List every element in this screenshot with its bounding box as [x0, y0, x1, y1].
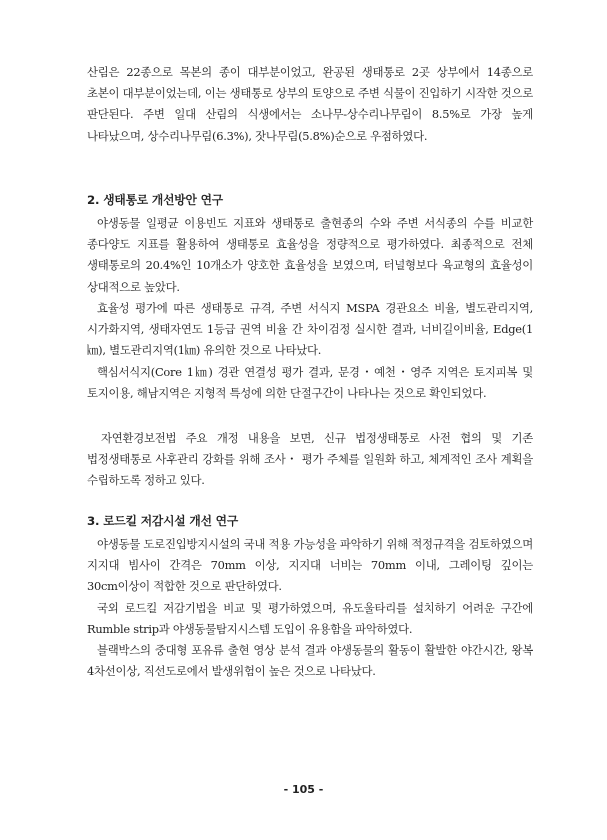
paragraph-blackbox-analysis: 블랙박스의 중대형 포유류 출현 영상 분석 결과 야생동물의 활동이 활발한 야간시간, 왕복 4차선이상, 직선도로에서 발생위험이 높은 것으로 나타났다.: [87, 643, 533, 679]
page-number: - 105 -: [283, 783, 324, 796]
paragraph-nature-conservation-act: 자연환경보전법 주요 개정 내용을 보면, 신규 법정생태통로 사전 협의 및 기존 법정생태통로 사후관리 강화를 위해 조사・ 평가 주체를 일원화 하고, 체계적인 조사 계획을 수립하도록 정하고 있다.: [87, 431, 533, 488]
section-heading-ecological-corridor: 2. 생태통로 개선방안 연구: [87, 193, 223, 207]
section-heading-roadkill-reduction: 3. 로드킬 저감시설 개선 연구: [87, 514, 239, 528]
paragraph-entry-prevention: 야생동물 도로진입방지시설의 국내 적용 가능성을 파악하기 위해 적정규격을 검토하였으며 지지대 빔사이 간격은 70mm 이상, 지지대 너비는 70mm 이내, 그레이팅 깊이는 30cm이상이 적합한 것으로 판단하였다.: [87, 537, 533, 594]
paragraph-efficiency-evaluation: 효율성 평가에 따른 생태통로 규격, 주변 서식지 MSPA 경관요소 비율, 별도관리지역, 시가화지역, 생태자연도 1등급 권역 비율 간 차이검정 실시한 결과, 너비길이비율, Edge(1㎞), 별도관리지역(1㎞) 유의한 것으로 나타났다.: [87, 301, 533, 358]
paragraph-overseas-methods: 국외 로드킬 저감기법을 비교 및 평가하였으며, 유도울타리를 설치하기 어려운 구간에 Rumble strip과 야생동물탐지시스템 도입이 유용함을 파악하였다.: [87, 601, 533, 637]
paragraph-core-habitat: 핵심서식지(Core 1㎞) 경관 연결성 평가 결과, 문경・예천・영주 지역은 토지피복 및 토지이용, 해남지역은 지형적 특성에 의한 단절구간이 나타나는 것으로 확인되었다.: [87, 365, 533, 401]
paragraph-forest-vegetation: 산림은 22종으로 목본의 종이 대부분이었고, 완공된 생태통로 2곳 상부에서 14종으로 초본이 대부분이었는데, 이는 생태통로 상부의 토양으로 주변 식물이 진입하기 시작한 것으로 판단된다. 주변 일대 산림의 식생에서는 소나무-상수리나무림이 8.5%로 가장 높게 나타났으며, 상수리나무림(6.3%), 잣나무림(5.8%)순으로 우점하였다.: [87, 65, 533, 143]
paragraph-corridor-efficiency: 야생동물 일평균 이용빈도 지표와 생태통로 출현종의 수와 주변 서식종의 수를 비교한 종다양도 지표를 활용하여 생태통로 효율성을 정량적으로 평가하였다. 최종적으로 전체 생태통로의 20.4%인 10개소가 양호한 효율성을 보였으며, 터널형보다 육교형의 효율성이 상대적으로 높았다.: [87, 216, 533, 294]
